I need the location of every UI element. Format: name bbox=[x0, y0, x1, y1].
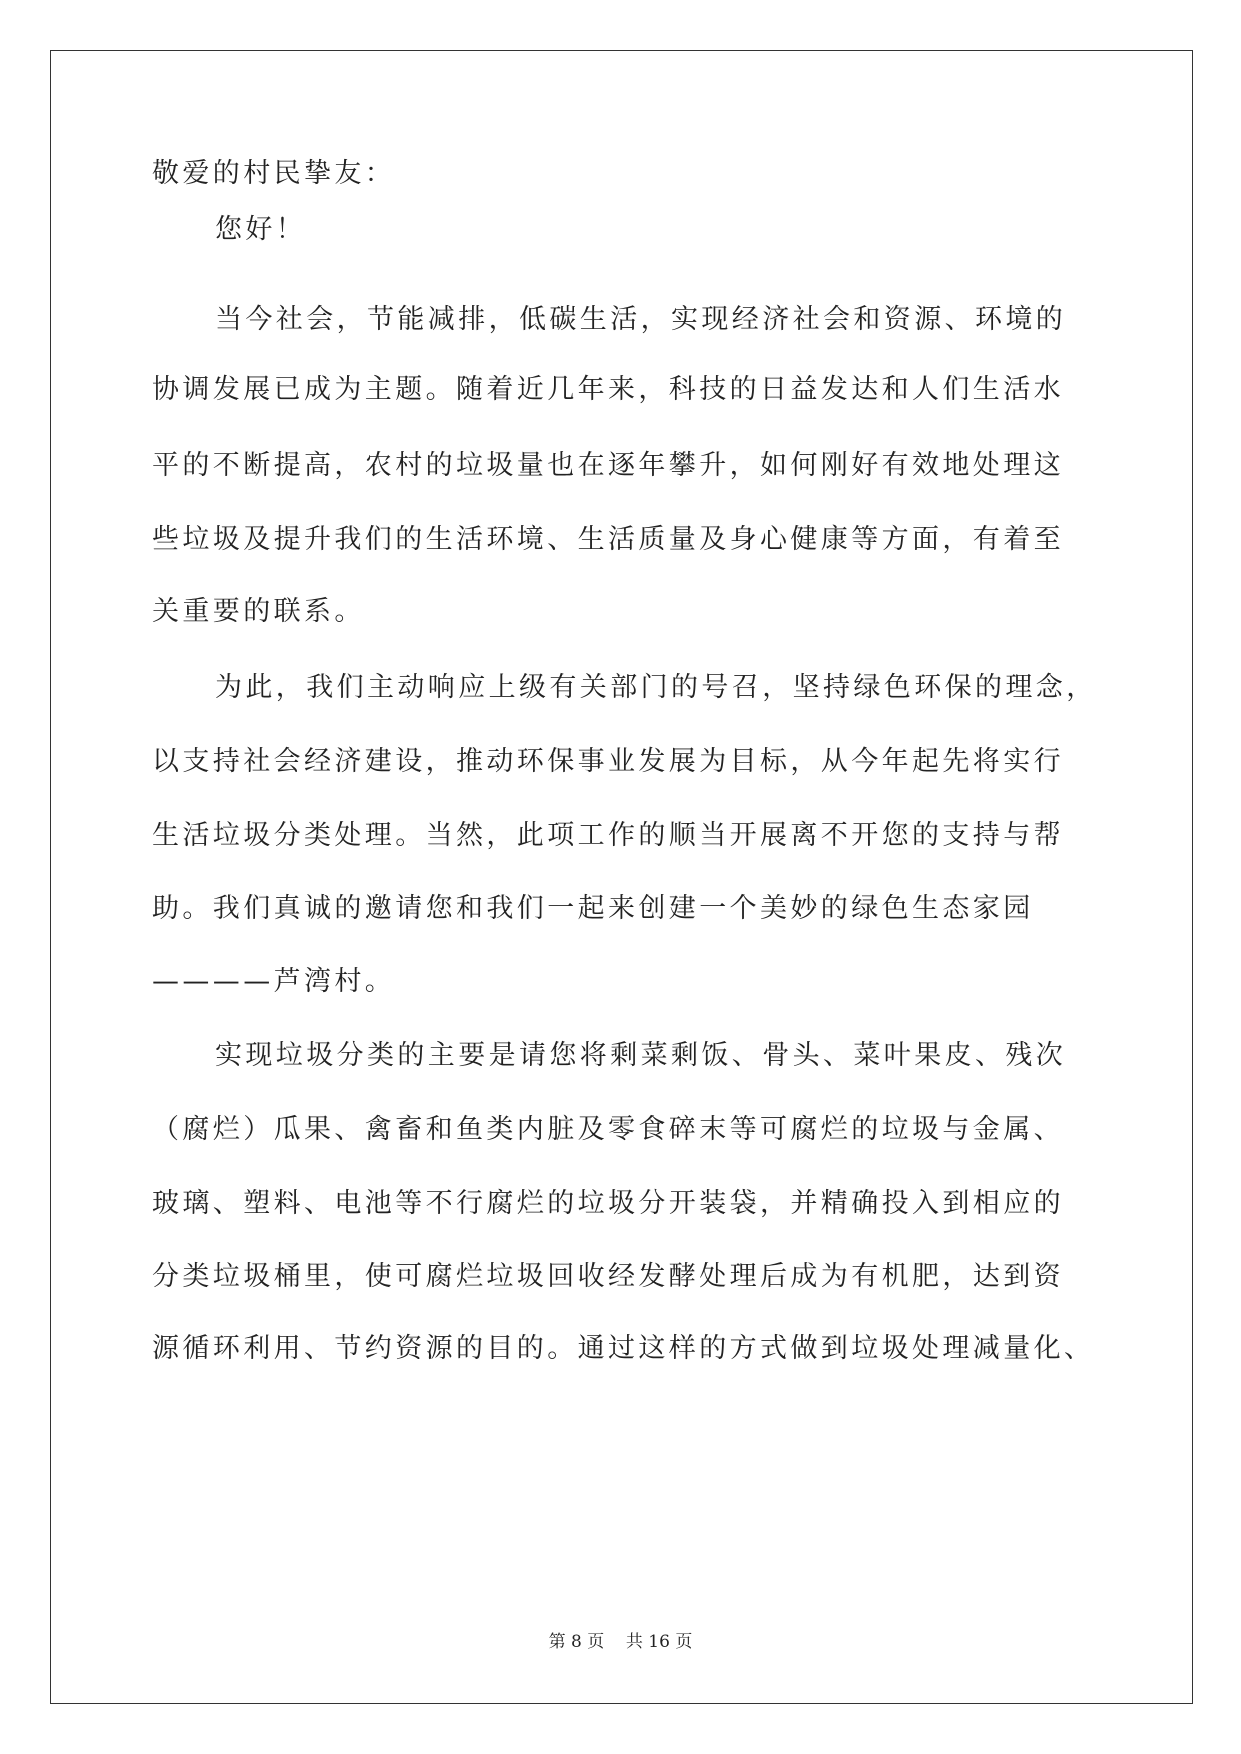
paragraph-2-line-3: 生活垃圾分类处理。当然，此项工作的顺当开展离不开您的支持与帮 bbox=[152, 820, 1064, 851]
page-number: 第 8 页 共 16 页 bbox=[548, 1632, 693, 1652]
greeting: 您好！ bbox=[215, 214, 307, 245]
paragraph-1-line-1: 当今社会，节能减排，低碳生活，实现经济社会和资源、环境的 bbox=[215, 304, 1067, 335]
paragraph-3-line-2: （腐烂）瓜果、禽畜和鱼类内脏及零食碎末等可腐烂的垃圾与金属、 bbox=[152, 1114, 1064, 1145]
paragraph-3-line-1: 实现垃圾分类的主要是请您将剩菜剩饭、骨头、菜叶果皮、残次 bbox=[215, 1040, 1067, 1071]
paragraph-1-line-4: 些垃圾及提升我们的生活环境、生活质量及身心健康等方面，有着至 bbox=[152, 524, 1064, 555]
paragraph-2-line-2: 以支持社会经济建设，推动环保事业发展为目标，从今年起先将实行 bbox=[152, 746, 1064, 777]
paragraph-2-line-5: ————芦湾村。 bbox=[152, 966, 396, 997]
salutation: 敬爱的村民挚友： bbox=[152, 158, 396, 189]
paragraph-2-line-4: 助。我们真诚的邀请您和我们一起来创建一个美妙的绿色生态家园 bbox=[152, 893, 1034, 924]
paragraph-3-line-5: 源循环利用、节约资源的目的。通过这样的方式做到垃圾处理减量化、 bbox=[152, 1333, 1095, 1364]
paragraph-1-line-5: 关重要的联系。 bbox=[152, 596, 365, 627]
paragraph-1-line-3: 平的不断提高，农村的垃圾量也在逐年攀升，如何刚好有效地处理这 bbox=[152, 450, 1064, 481]
paragraph-3-line-3: 玻璃、塑料、电池等不行腐烂的垃圾分开装袋，并精确投入到相应的 bbox=[152, 1188, 1064, 1219]
page-border bbox=[50, 50, 1193, 1704]
paragraph-3-line-4: 分类垃圾桶里，使可腐烂垃圾回收经发酵处理后成为有机肥，达到资 bbox=[152, 1261, 1064, 1292]
paragraph-2-line-1: 为此，我们主动响应上级有关部门的号召，坚持绿色环保的理念， bbox=[215, 672, 1097, 703]
paragraph-1-line-2: 协调发展已成为主题。随着近几年来，科技的日益发达和人们生活水 bbox=[152, 374, 1064, 405]
